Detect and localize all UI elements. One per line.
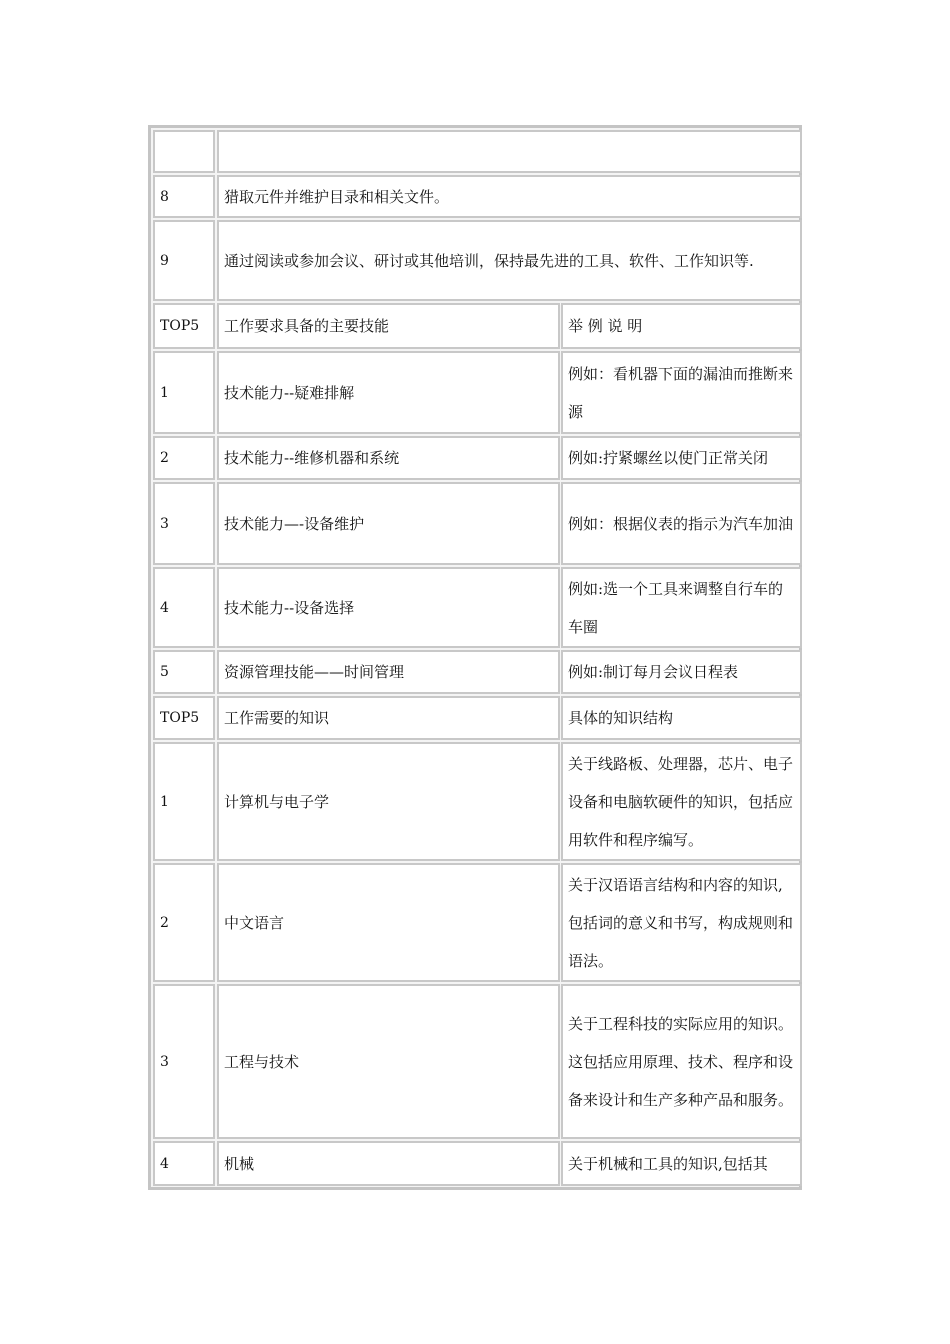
skill-cell (217, 482, 560, 565)
table-cell-number (153, 351, 215, 434)
knowledge-cell (217, 984, 560, 1139)
knowledge-detail: 关于工程科技的实际应用的知识。这包括应用原理、技术、程序和设备来设计和生产多种产品和服务。 (568, 1014, 794, 1109)
detail-cell (561, 984, 802, 1139)
skills-header-number (153, 303, 215, 349)
knowledge-field: 计算机与电子学 (224, 792, 330, 811)
table-cell-text (217, 220, 802, 301)
knowledge-field: 机械 (224, 1155, 255, 1173)
row-number: 4 (160, 599, 169, 616)
header-label: 工作要求具备的主要技能 (224, 317, 390, 335)
table-cell-number (153, 567, 215, 648)
table-cell-number (153, 742, 215, 861)
example-cell (561, 567, 802, 648)
row-number: 3 (160, 515, 169, 532)
knowledge-header-title (217, 696, 560, 740)
skill-name: 技术能力--设备选择 (224, 598, 355, 617)
header-label: 工作需要的知识 (224, 709, 330, 727)
knowledge-header-note (561, 696, 802, 740)
knowledge-field: 工程与技术 (224, 1052, 300, 1071)
row-number: 5 (160, 664, 169, 680)
row-number: 1 (160, 384, 169, 401)
row-number: 3 (160, 1053, 169, 1070)
detail-cell (561, 742, 802, 861)
table-cell-number (153, 650, 215, 694)
table-cell-text (217, 130, 802, 173)
table-cell-text (217, 175, 802, 218)
detail-cell (561, 1141, 802, 1186)
table-cell-number (153, 1141, 215, 1186)
knowledge-header-number (153, 696, 215, 740)
knowledge-detail: 关于汉语语言结构和内容的知识,包括词的意义和书写，构成规则和语法。 (568, 875, 794, 970)
table-cell-number (153, 175, 215, 218)
skill-cell (217, 436, 560, 480)
skill-name: 技术能力--维修机器和系统 (224, 449, 400, 467)
table-cell-number (153, 130, 215, 173)
table-cell-number (153, 436, 215, 480)
table-cell-number (153, 220, 215, 301)
table-cell-number (153, 863, 215, 982)
header-label: 举 例 说 明 (568, 317, 643, 335)
knowledge-field: 中文语言 (224, 913, 285, 932)
row-number: 9 (160, 252, 169, 269)
skill-name: 资源管理技能——时间管理 (224, 663, 405, 681)
skill-cell (217, 351, 560, 434)
skill-example: 例如：看机器下面的漏油而推断来源 (568, 364, 794, 421)
skill-name: 技术能力—-设备维护 (224, 514, 365, 533)
skill-example: 例如:制订每月会议日程表 (568, 663, 739, 681)
header-label: TOP5 (160, 710, 200, 726)
example-cell (561, 351, 802, 434)
example-cell (561, 482, 802, 565)
skills-header-note (561, 303, 802, 349)
table-cell-number (153, 482, 215, 565)
knowledge-cell (217, 1141, 560, 1186)
knowledge-cell (217, 742, 560, 861)
header-label: 具体的知识结构 (568, 709, 674, 727)
row-number: 4 (160, 1156, 169, 1172)
job-description-table (148, 125, 802, 1190)
knowledge-detail: 关于线路板、处理器，芯片、电子设备和电脑软硬件的知识，包括应用软件和程序编写。 (568, 754, 794, 849)
row-text: 通过阅读或参加会议、研讨或其他培训，保持最先进的工具、软件、工作知识等. (224, 251, 754, 270)
row-number: 8 (160, 188, 169, 205)
skill-example: 例如:拧紧螺丝以使门正常关闭 (568, 449, 769, 467)
example-cell (561, 650, 802, 694)
skill-cell (217, 567, 560, 648)
row-number: 1 (160, 793, 169, 810)
row-text: 猎取元件并维护目录和相关文件。 (224, 187, 450, 206)
knowledge-cell (217, 863, 560, 982)
skill-example: 例如：根据仪表的指示为汽车加油 (568, 514, 794, 533)
example-cell (561, 436, 802, 480)
skill-example: 例如:选一个工具来调整自行车的车圈 (568, 579, 784, 636)
knowledge-detail: 关于机械和工具的知识,包括其 (568, 1155, 768, 1173)
header-label: TOP5 (160, 318, 200, 334)
skills-header-title (217, 303, 560, 349)
skill-cell (217, 650, 560, 694)
row-number: 2 (160, 450, 169, 466)
row-number: 2 (160, 914, 169, 931)
table-cell-number (153, 984, 215, 1139)
detail-cell (561, 863, 802, 982)
skill-name: 技术能力--疑难排解 (224, 383, 355, 402)
